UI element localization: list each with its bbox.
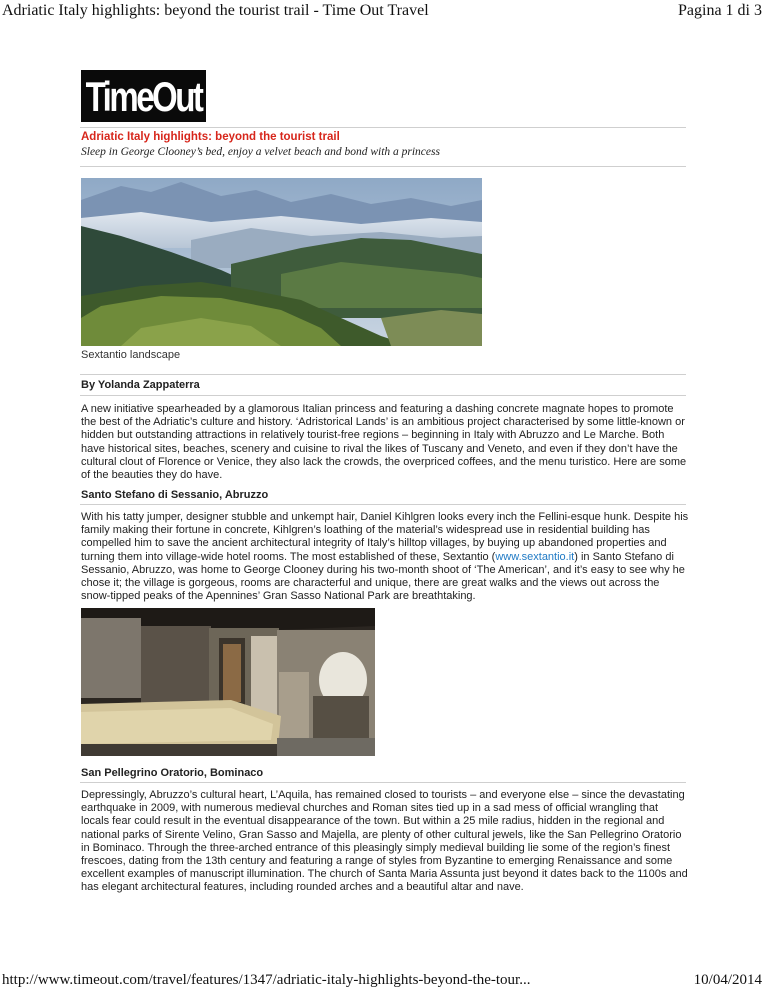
timeout-logo-text: TimeOut — [85, 72, 202, 120]
divider-section1 — [80, 504, 686, 505]
sextantio-link[interactable]: www.sextantio.it — [495, 550, 575, 563]
interior-image-room — [81, 608, 375, 756]
byline: By Yolanda Zappaterra — [81, 379, 200, 391]
article-title[interactable]: Adriatic Italy highlights: beyond the tourist trail — [81, 131, 340, 143]
section-heading-san-pellegrino: San Pellegrino Oratorio, Bominaco — [81, 767, 264, 779]
print-page-title: Adriatic Italy highlights: beyond the tourist trail - Time Out Travel — [2, 2, 429, 19]
timeout-logo[interactable] — [81, 70, 206, 122]
section1-text-part2: ) in Santo Stefano di Sessanio, Abruzzo, was home to George Clooney during his two-month shoot of ‘The American’, and it’s easy to see why he chose it; the village is gorgeous, rooms are characterful and unique, there are great walks and the views out across the snow-tipped peaks of the Apennines’ Gran Sasso National Park are breathtaking. — [81, 550, 685, 603]
divider-byline — [80, 395, 686, 396]
section-paragraph-san-pellegrino: Depressingly, Abruzzo’s cultural heart, L’Aquila, has remained closed to tourists – and everyone else – since the devastating earthquake in 2009, with numerous medieval churches and Roman sites tied up in a sad mess of official wrangling that locals fear could result in the eventual disappearance of the town. But within a 25 mile radius, hidden in the regional and national parks of Sirente Velino, Gran Sasso and Majella, are plenty of other cultural jewels, like the San Pellegrino Oratorio in Bominaco. Through the three-arched entrance of this pleasingly simply medieval building lie some of the region’s finest frescoes, dating from the 13th century and featuring a range of styles from Byzantine to emerging Renaissance and some excellent examples of manuscript illumination. The church of Santa Maria Assunta just beyond it dates back to the 1100s and has elegant architectural features, including rounded arches and a beautiful altar and nave. — [81, 789, 688, 894]
print-header — [0, 0, 768, 24]
divider-top — [80, 127, 686, 128]
divider-subtitle — [80, 166, 686, 167]
hero-image-landscape — [81, 178, 482, 346]
print-page-number: Pagina 1 di 3 — [678, 2, 762, 19]
print-footer — [0, 972, 768, 994]
article-subtitle: Sleep in George Clooney’s bed, enjoy a velvet beach and bond with a princess — [81, 146, 440, 158]
section-heading-santo-stefano: Santo Stefano di Sessanio, Abruzzo — [81, 489, 269, 501]
section-paragraph-santo-stefano — [81, 511, 689, 603]
hero-caption: Sextantio landscape — [81, 349, 181, 361]
print-url: http://www.timeout.com/travel/features/1347/adriatic-italy-highlights-beyond-the-tour... — [2, 972, 531, 988]
divider-section2 — [80, 782, 686, 783]
intro-paragraph: A new initiative spearheaded by a glamorous Italian princess and featuring a dashing concrete magnate hopes to promote the best of the Adriatic’s culture and history. ‘Adristorical Lands’ is an ambitious project characterised by some little-known or hidden but outstanding attractions in relatively tourist-free regions – beginning in Italy with Abruzzo and Le Marche. Both have historical sites, beaches, scenery and cuisine to rival the likes of Tuscany and Veneto, and even if they don’t have the cultural clout of Florence or Venice, they also lack the crowds, the overpriced coffees, and the menu turistico. Here are some of the beauties they do have. — [81, 403, 687, 482]
print-date: 10/04/2014 — [693, 972, 762, 988]
section1-text-part1: With his tatty jumper, designer stubble and unkempt hair, Daniel Kihlgren looks every inch the Fellini-esque hunk. Despite his family making their fortune in concrete, Kihlgren’s loathing of the material’s widespread use in residential building has compelled him to save the ancient architectural integrity of Italy’s hilltop villages, by buying up abandoned properties and turning them into village-wide hotel rooms. The most established of these, Sextantio ( — [81, 511, 689, 563]
divider-caption — [80, 374, 686, 375]
